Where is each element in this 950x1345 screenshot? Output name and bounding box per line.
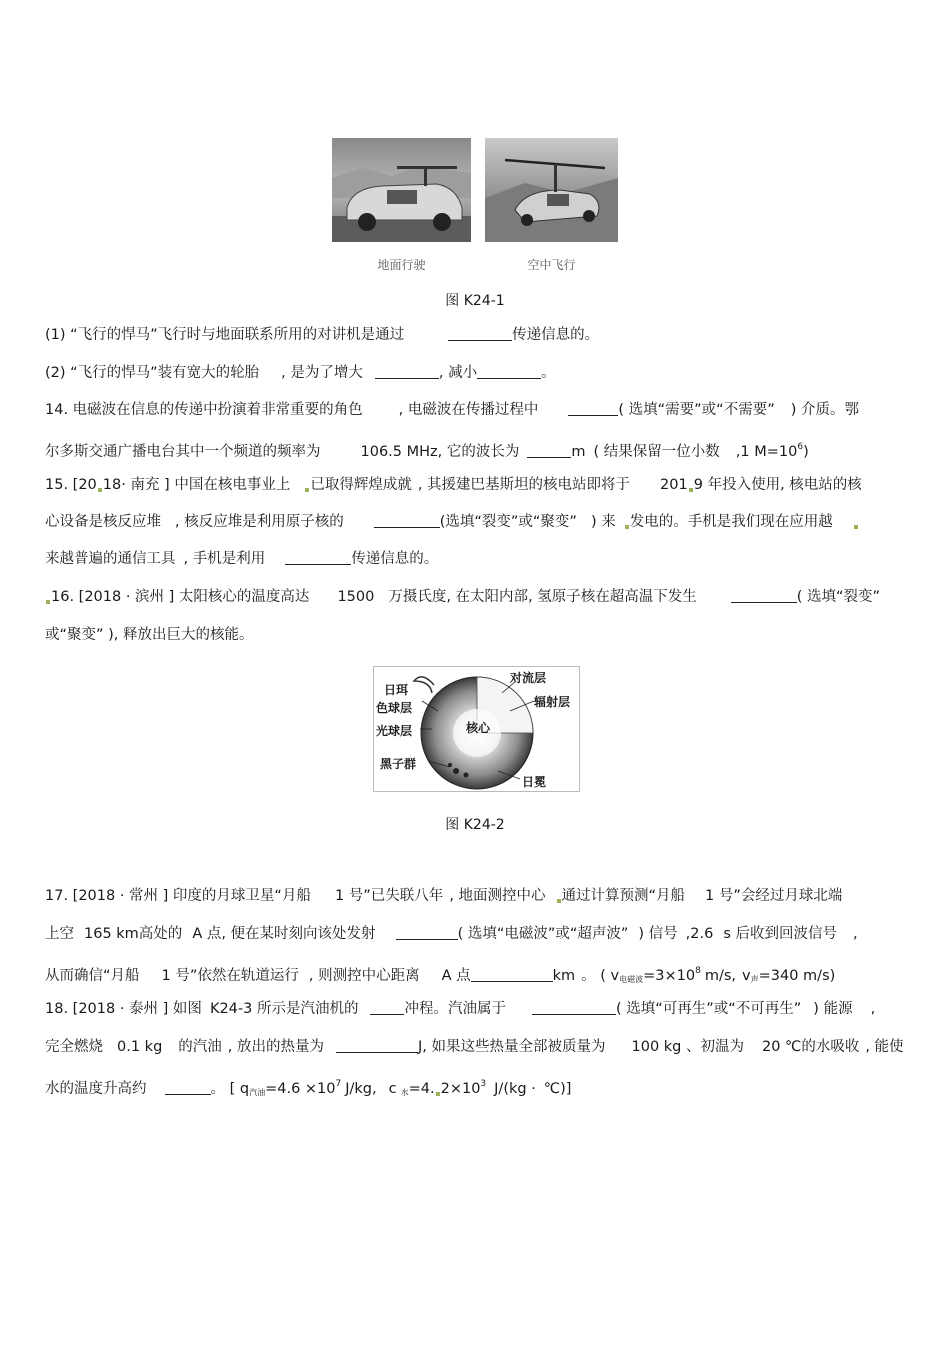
answer-blank [532,1000,616,1015]
speck-mark [854,525,858,529]
q18-line2: 完全燃烧 0.1 kg 的汽油 , 放出的热量为 J, 如果这些热量全部被质量为 100 kg 、初温为 20 ℃的水吸收 , 能使 [45,1039,904,1055]
answer-blank [731,588,797,603]
label-ri-mian: 日冕 [522,775,547,789]
answer-blank [396,925,458,940]
answer-blank [448,326,512,341]
q15-line1: 15. [20 18· 南充 ] 中国在核电事业上 已取得辉煌成就 , 其援建巴基斯坦的核电站即将于 201 9 年投入使用, 核电站的核 [45,477,862,493]
speck-mark [689,488,693,492]
speck-mark [625,525,629,529]
ground-driving-photo [332,138,471,242]
speck-mark [46,600,50,604]
q14-line1: 14. 电磁波在信息的传递中扮演着非常重要的角色 , 电磁波在传播过程中 ( 选填“需要”或“不需要” ) 介质。鄂 [45,402,859,418]
label-hei-zi-qun: 黑子群 [380,757,417,771]
answer-blank [477,364,541,379]
q14-line2: 尔多斯交通广播电台其中一个频道的频率为 106.5 MHz, 它的波长为 m ( 结果保留一位小数 ,1 $M=10^6$) [45,442,809,460]
label-dui-liu-ceng: 对流层 [510,671,547,685]
speck-mark [557,899,561,903]
answer-blank [285,550,351,565]
answer-blank [375,364,439,379]
q18-line3: 水的温度升高约 。 [ $q_{汽油}=4.6 \times 10^7$ J/kg, c $_水$=4. $2\times 10^3$ J/(kg · ℃)] [45,1079,572,1097]
air-flying-photo [485,138,624,242]
answer-blank [527,443,571,458]
q13-part2: (2) “飞行的悍马”装有宽大的轮胎 , 是为了增大 , 减小 。 [45,365,556,381]
speck-mark [98,488,102,492]
answer-blank [165,1080,211,1095]
label-se-qiu-ceng: 色球层 [376,701,413,715]
q17-line3: 从而确信“月船 1 号”依然在轨道运行 , 则测控中心距离 A 点 km 。 ( $v_{电磁波}=3\times 10^8$ m/s, $v_声=340$ m/s) [45,966,836,984]
answer-blank [370,1000,404,1015]
answer-blank [568,401,618,416]
figure-k24-1 [332,138,618,271]
label-fu-she-ceng: 辐射层 [534,695,571,709]
label-guang-qiu-ceng: 光球层 [376,724,413,738]
speck-mark [305,488,309,492]
figure-caption-k24-2: 图 K24-2 [445,817,505,833]
q17-line2: 上空 165 km高处的 A 点, 便在某时刻向该处发射 ( 选填“电磁波”或“超声波” ) 信号 ,2.6 s 后收到回波信号 , [45,926,858,942]
label-he-xin: 核心 [466,721,491,735]
answer-blank [336,1038,418,1053]
ground-driving-label: 地面行驶 [377,258,426,272]
q15-line3: 来越普遍的通信工具 , 手机是利用 传递信息的。 [45,551,439,567]
answer-blank [374,513,440,528]
label-ri-er: 日珥 [384,683,409,697]
answer-blank [471,967,553,982]
air-flying-label: 空中飞行 [527,258,576,272]
figure-k24-2-sun-structure [373,666,580,792]
q16-line1: 16. [2018 · 滨州 ] 太阳核心的温度高达 1500 万摄氏度, 在太阳内部, 氢原子核在超高温下发生 ( 选填“裂变” [45,587,907,607]
q16-line2: 或“聚变” ), 释放出巨大的核能。 [45,627,254,643]
q15-line2: 心设备是核反应堆 , 核反应堆是利用原子核的 (选填“裂变”或“聚变” ) 来 发电的。手机是我们现在应用越 [45,512,907,532]
q18-line1: 18. [2018 · 泰州 ] 如图 K24-3 所示是汽油机的 冲程。汽油属于 ( 选填“可再生”或“不可再生” ) 能源 , [45,1001,876,1017]
speck-mark [436,1092,440,1096]
q13-part1: (1) “飞行的悍马”飞行时与地面联系所用的对讲机是通过 传递信息的。 [45,327,600,343]
q17-line1: 17. [2018 · 常州 ] 印度的月球卫星“月船 1 号”已失联八年 , 地面测控中心 通过计算预测“月船 1 号”会经过月球北端 [45,888,843,904]
figure-caption-k24-1: 图 K24-1 [445,293,505,309]
